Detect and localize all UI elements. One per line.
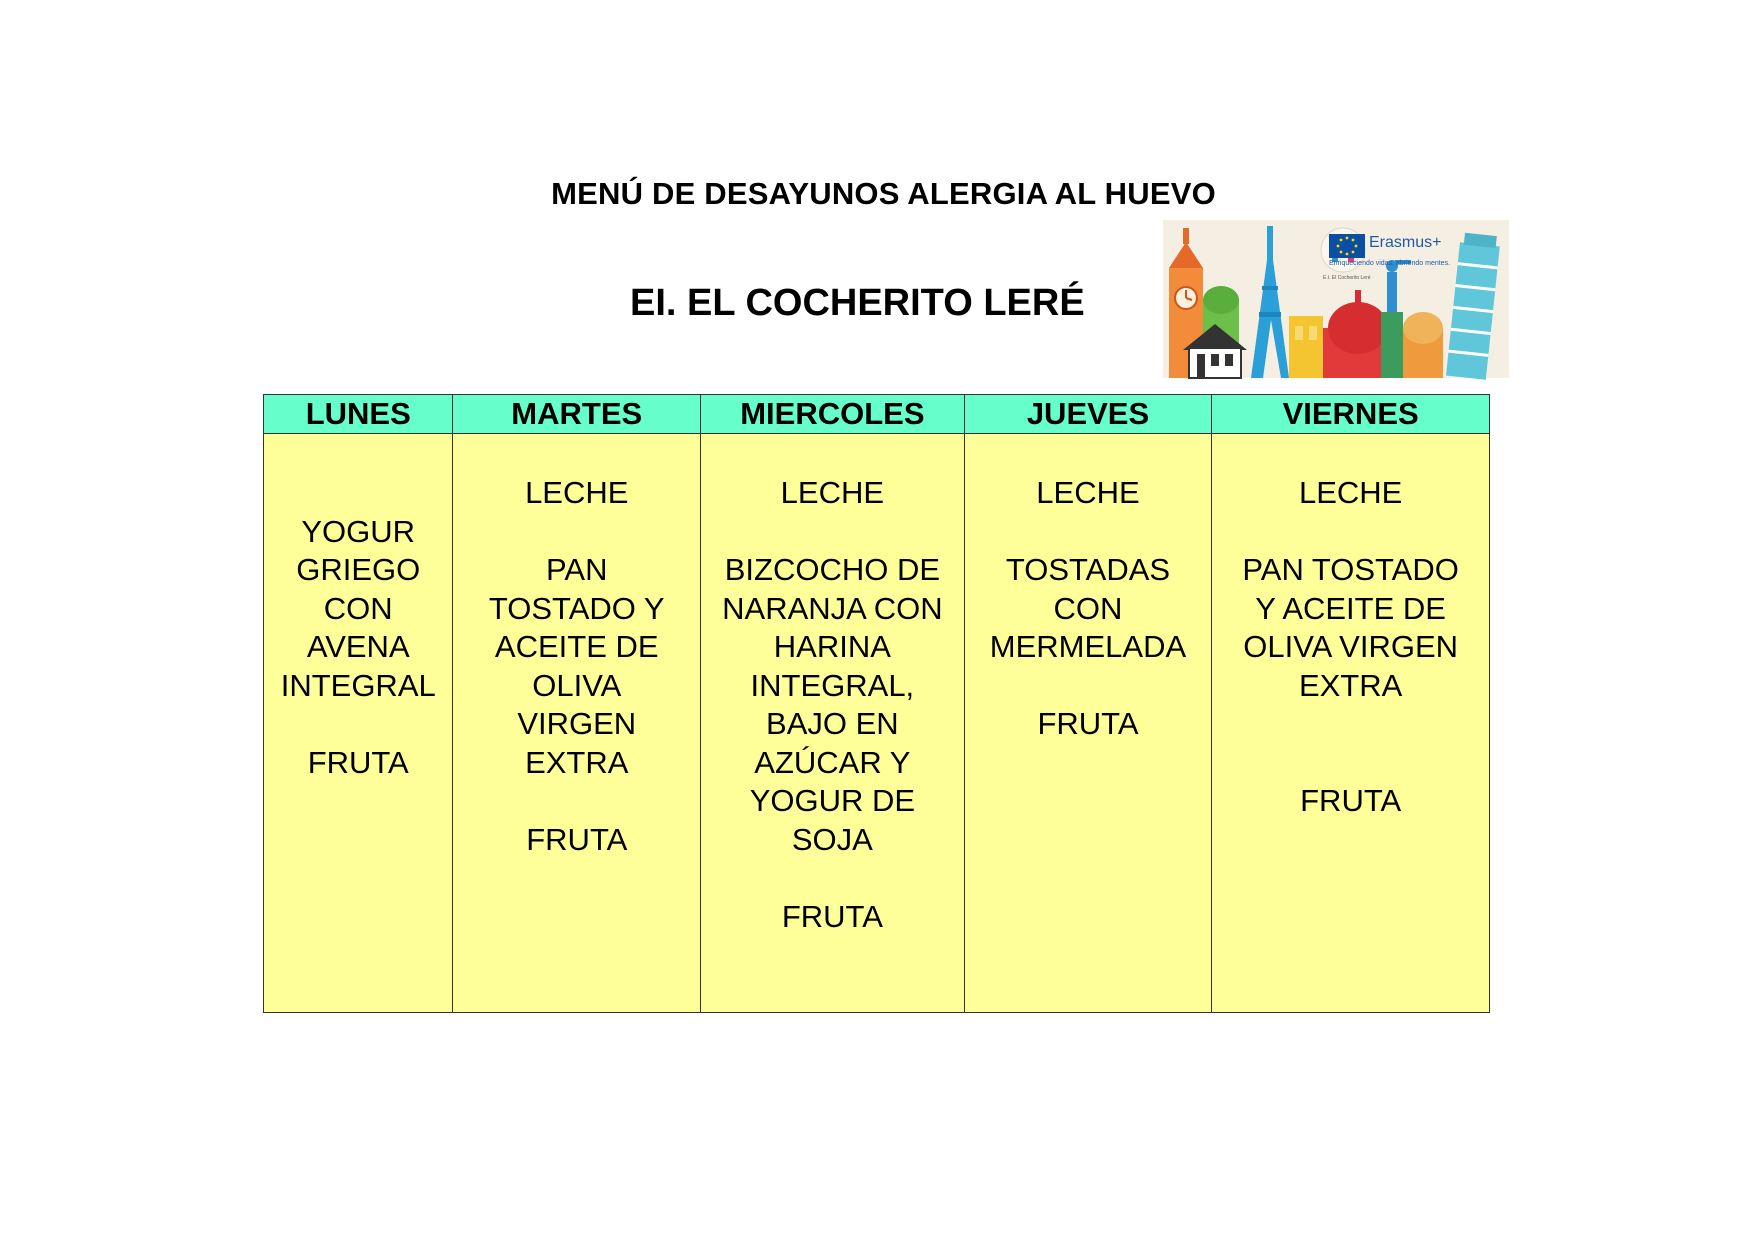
erasmus-tagline: Enriqueciendo vidas, abriendo mentes. bbox=[1329, 260, 1451, 267]
school-logo-text: E.I. El Cocherito Leré bbox=[1323, 275, 1371, 281]
school-name: EI. EL COCHERITO LERÉ bbox=[630, 282, 1085, 324]
meal-cell-jueves: LECHE TOSTADAS CON MERMELADA FRUTA bbox=[964, 434, 1212, 1013]
erasmus-banner bbox=[1163, 220, 1509, 378]
erasmus-program-label: Erasmus+ bbox=[1369, 234, 1442, 251]
breakfast-menu-table bbox=[263, 394, 1490, 1013]
meal-cell-lunes: YOGUR GRIEGO CON AVENA INTEGRAL FRUTA bbox=[264, 434, 453, 1013]
day-header-miercoles: MIERCOLES bbox=[701, 395, 965, 434]
day-header-row bbox=[264, 395, 1490, 434]
meal-cell-martes: LECHE PAN TOSTADO Y ACEITE DE OLIVA VIRGEN EXTRA FRUTA bbox=[453, 434, 701, 1013]
meal-cell-viernes: LECHE PAN TOSTADO Y ACEITE DE OLIVA VIRGEN EXTRA FRUTA bbox=[1212, 434, 1490, 1013]
day-header-lunes: LUNES bbox=[264, 395, 453, 434]
meal-cell-miercoles: LECHE BIZCOCHO DE NARANJA CON HARINA INTEGRAL, BAJO EN AZÚCAR Y YOGUR DE SOJA FRUTA bbox=[701, 434, 965, 1013]
meal-row bbox=[264, 434, 1490, 1013]
day-header-viernes: VIERNES bbox=[1212, 395, 1490, 434]
document-title: MENÚ DE DESAYUNOS ALERGIA AL HUEVO bbox=[551, 176, 1216, 211]
day-header-martes: MARTES bbox=[453, 395, 701, 434]
day-header-jueves: JUEVES bbox=[964, 395, 1212, 434]
